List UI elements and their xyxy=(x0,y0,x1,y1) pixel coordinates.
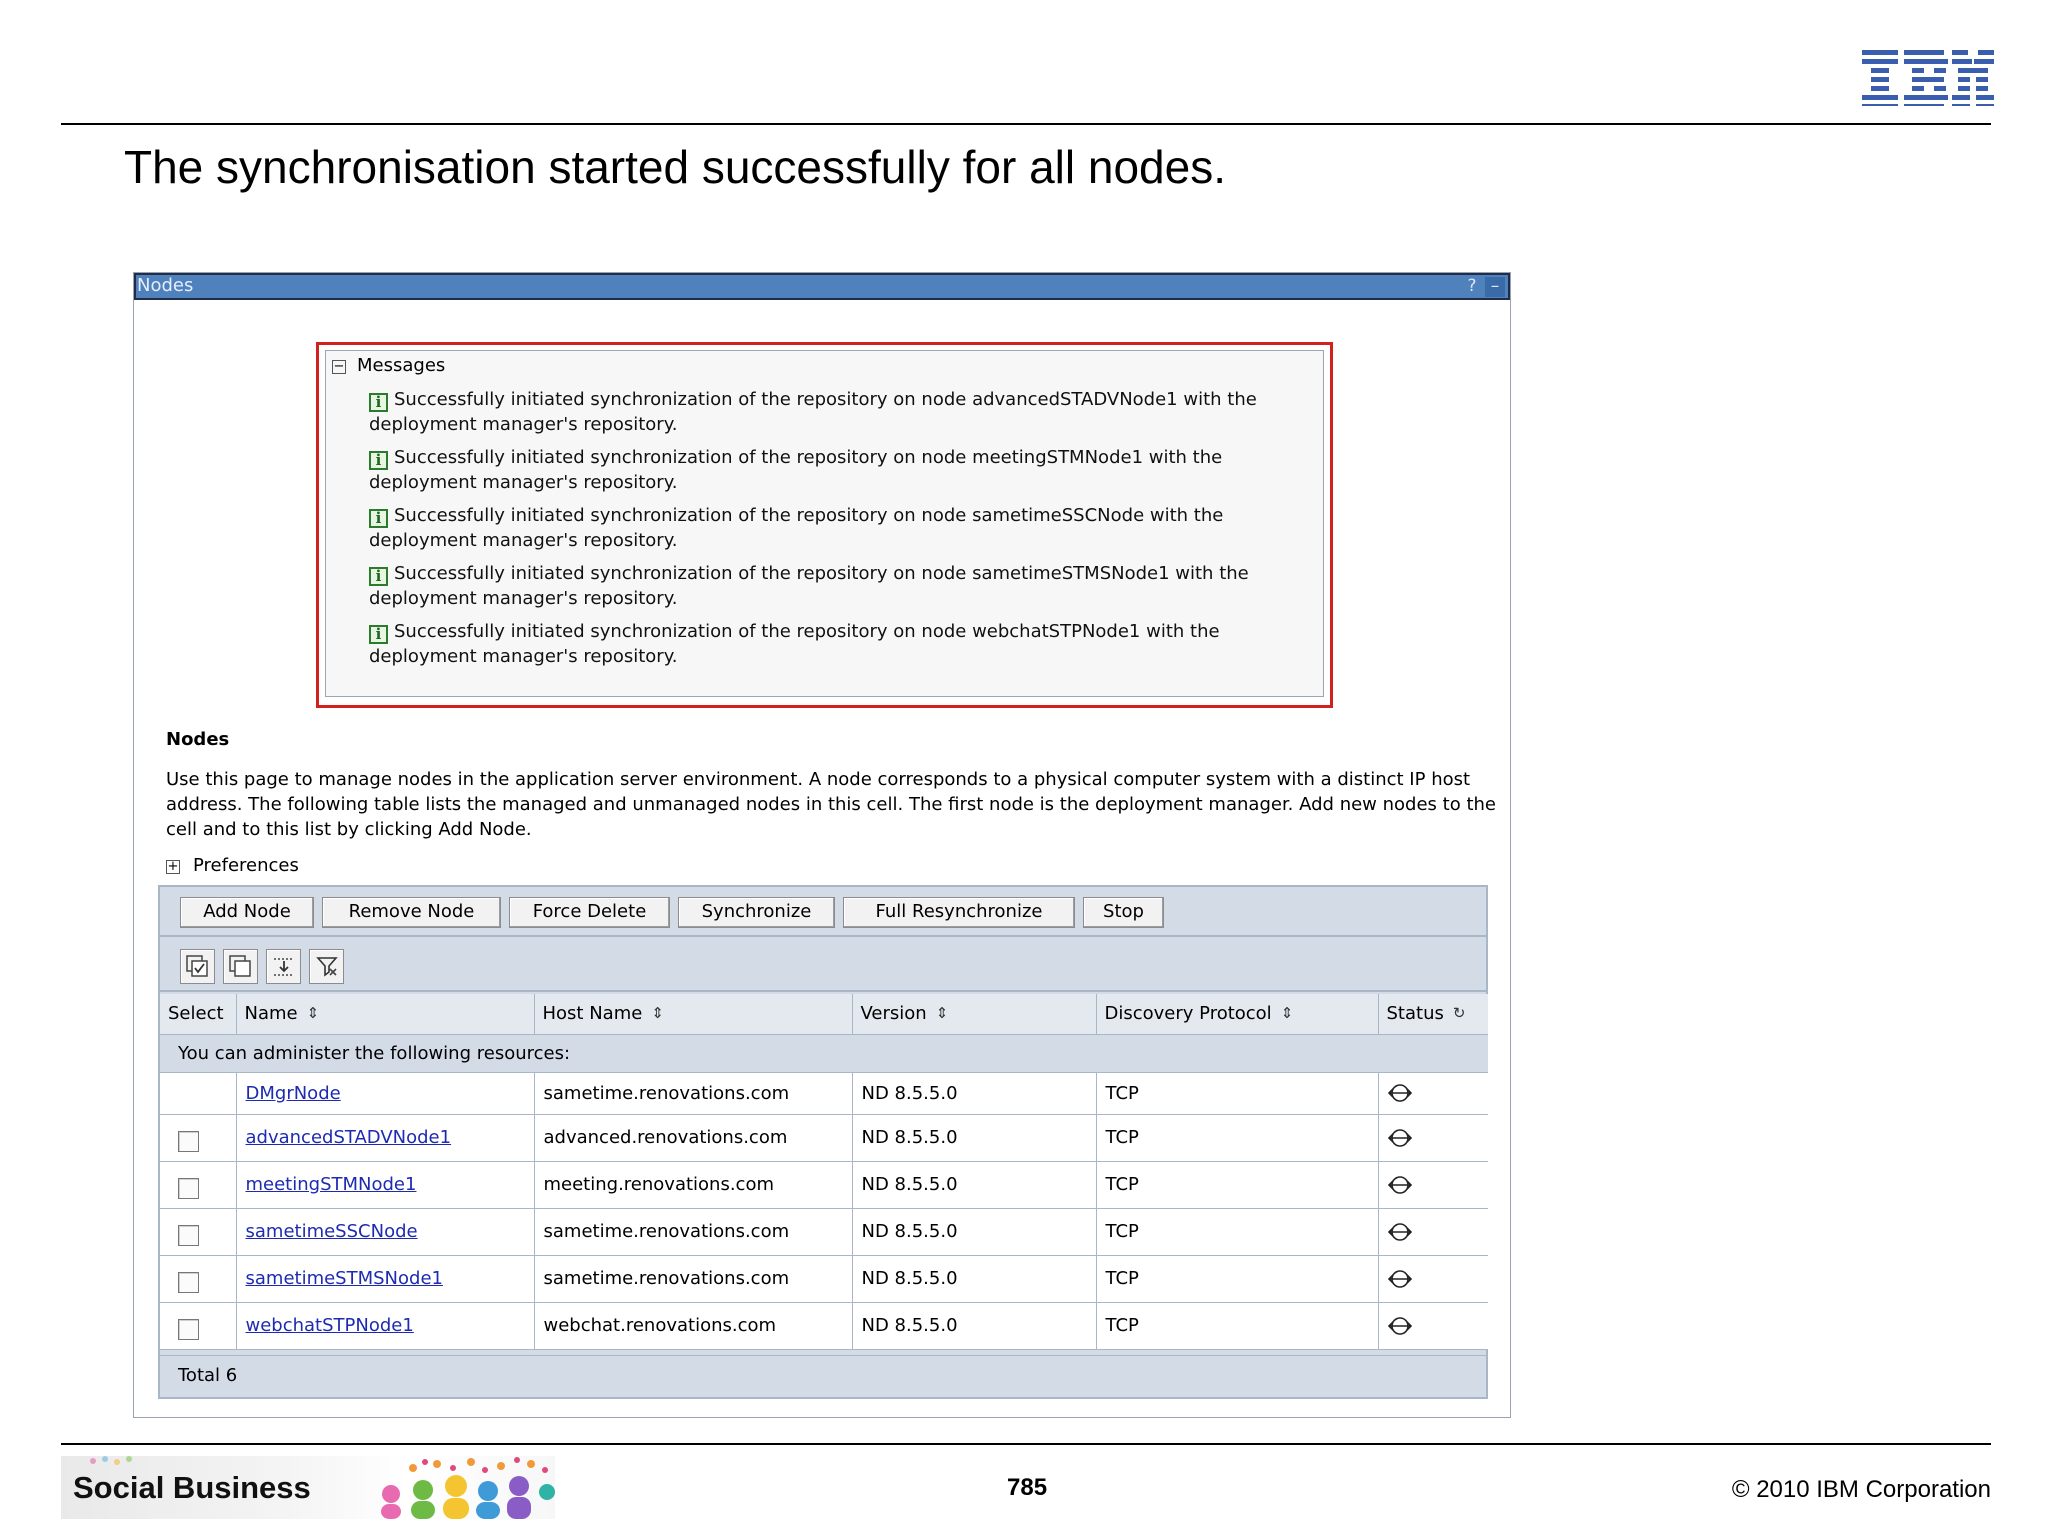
synchronized-icon xyxy=(1388,1127,1412,1149)
version-cell: ND 8.5.5.0 xyxy=(852,1208,1096,1255)
table-info-row xyxy=(160,1034,1488,1072)
synchronized-icon xyxy=(1388,1315,1412,1337)
panel-titlebar xyxy=(134,273,1510,300)
host-cell: sametime.renovations.com xyxy=(534,1072,852,1114)
status-cell xyxy=(1378,1255,1488,1302)
protocol-cell: TCP xyxy=(1096,1161,1378,1208)
synchronized-icon xyxy=(1388,1268,1412,1290)
messages-header[interactable] xyxy=(332,355,445,376)
version-cell: ND 8.5.5.0 xyxy=(852,1302,1096,1349)
sort-icon[interactable]: ⇕ xyxy=(651,1004,664,1023)
column-header-protocol[interactable]: Discovery Protocol ⇕ xyxy=(1096,994,1378,1034)
protocol-cell: TCP xyxy=(1096,1114,1378,1161)
sort-icon[interactable]: ⇕ xyxy=(306,1004,320,1023)
protocol-cell: TCP xyxy=(1096,1072,1378,1114)
button-bar xyxy=(160,887,1486,937)
select-cell xyxy=(160,1114,236,1161)
page-number: 785 xyxy=(1007,1474,1048,1501)
select-cell xyxy=(160,1255,236,1302)
synchronized-icon xyxy=(1388,1082,1412,1104)
force-delete-button[interactable]: Force Delete xyxy=(509,897,670,928)
table-row xyxy=(160,1302,1488,1349)
synchronized-icon xyxy=(1388,1174,1412,1196)
protocol-cell: TCP xyxy=(1096,1255,1378,1302)
column-header-name[interactable]: Name ⇕ xyxy=(236,994,534,1034)
status-cell xyxy=(1378,1208,1488,1255)
synchronized-icon xyxy=(1388,1221,1412,1243)
section-description: Use this page to manage nodes in the application server environment. A node corresponds to a physical computer system with a distinct IP host address. The following table lists the managed and unmanaged nodes in this cell. The first node is the deployment manager. Add new nodes to the cell and to this list by clicking Add Node. xyxy=(166,769,1496,840)
slide-title: The synchronisation started successfully for all nodes. xyxy=(124,141,1226,193)
protocol-cell: TCP xyxy=(1096,1302,1378,1349)
table-row xyxy=(160,1208,1488,1255)
row-checkbox[interactable] xyxy=(178,1319,199,1340)
row-checkbox[interactable] xyxy=(178,1272,199,1293)
panel-title: Nodes xyxy=(137,275,194,296)
stop-button[interactable]: Stop xyxy=(1083,897,1164,928)
message-item: i Successfully initiated synchronization of the repository on node advancedSTADVNode1 with the deployment manager's repository. xyxy=(369,389,1257,435)
host-cell: sametime.renovations.com xyxy=(534,1208,852,1255)
host-cell: sametime.renovations.com xyxy=(534,1255,852,1302)
table-row xyxy=(160,1072,1488,1114)
info-icon: i xyxy=(369,393,388,412)
row-checkbox[interactable] xyxy=(178,1131,199,1152)
table-header-row xyxy=(160,994,1488,1034)
table-info-text: You can administer the following resources: xyxy=(160,1034,1488,1072)
version-cell: ND 8.5.5.0 xyxy=(852,1161,1096,1208)
sort-icon[interactable]: ⇕ xyxy=(935,1004,949,1023)
copyright: © 2010 IBM Corporation xyxy=(1731,1476,1991,1503)
message-item: i Successfully initiated synchronization of the repository on node sametimeSSCNode with the deployment manager's repository. xyxy=(369,505,1224,551)
info-icon: i xyxy=(369,451,388,470)
column-header-status[interactable]: Status ↻ xyxy=(1378,994,1488,1034)
section-title: Nodes xyxy=(166,729,230,750)
deselect-all-icon[interactable] xyxy=(223,949,258,984)
show-filter-icon[interactable] xyxy=(266,949,301,984)
message-item: i Successfully initiated synchronization of the repository on node meetingSTMNode1 with the deployment manager's repository. xyxy=(369,447,1223,493)
expand-icon[interactable]: + xyxy=(167,859,179,874)
select-cell xyxy=(160,1302,236,1349)
full-resynchronize-button[interactable]: Full Resynchronize xyxy=(843,897,1075,928)
node-link[interactable]: DMgrNode xyxy=(245,1082,341,1104)
select-cell xyxy=(160,1072,236,1114)
collapse-icon[interactable]: − xyxy=(333,359,345,374)
host-cell: advanced.renovations.com xyxy=(534,1114,852,1161)
protocol-cell: TCP xyxy=(1096,1208,1378,1255)
table-row xyxy=(160,1255,1488,1302)
row-checkbox[interactable] xyxy=(178,1178,199,1199)
preferences-toggle[interactable] xyxy=(166,855,299,876)
info-icon: i xyxy=(369,567,388,586)
message-item: i Successfully initiated synchronization of the repository on node webchatSTPNode1 with the deployment manager's repository. xyxy=(369,621,1220,667)
node-link[interactable]: sametimeSTMSNode1 xyxy=(245,1268,443,1289)
select-cell xyxy=(160,1161,236,1208)
nodes-table xyxy=(160,994,1488,1350)
table-row xyxy=(160,1114,1488,1161)
node-link[interactable]: advancedSTADVNode1 xyxy=(245,1127,452,1148)
remove-node-button[interactable]: Remove Node xyxy=(322,897,501,928)
status-cell xyxy=(1378,1161,1488,1208)
message-item: i Successfully initiated synchronization of the repository on node sametimeSTMSNode1 with the deployment manager's repository. xyxy=(369,563,1249,609)
sort-icon[interactable]: ⇕ xyxy=(1280,1004,1294,1023)
footer-brand: Social Business xyxy=(73,1470,311,1505)
host-cell: webchat.renovations.com xyxy=(534,1302,852,1349)
column-header-version[interactable]: Version ⇕ xyxy=(852,994,1096,1034)
messages-box xyxy=(325,350,1324,697)
node-link[interactable]: meetingSTMNode1 xyxy=(245,1174,417,1195)
clear-filter-icon[interactable] xyxy=(309,949,344,984)
column-header-host[interactable]: Host Name ⇕ xyxy=(534,994,852,1034)
select-cell xyxy=(160,1208,236,1255)
minimize-icon[interactable]: – xyxy=(1485,277,1505,297)
node-link[interactable]: sametimeSSCNode xyxy=(245,1221,418,1242)
footer-divider xyxy=(61,1443,1991,1445)
host-cell: meeting.renovations.com xyxy=(534,1161,852,1208)
synchronize-button[interactable]: Synchronize xyxy=(678,897,835,928)
refresh-icon[interactable]: ↻ xyxy=(1452,1004,1466,1023)
status-cell xyxy=(1378,1072,1488,1114)
help-icon[interactable]: ? xyxy=(1467,276,1477,296)
row-checkbox[interactable] xyxy=(178,1225,199,1246)
version-cell: ND 8.5.5.0 xyxy=(852,1114,1096,1161)
info-icon: i xyxy=(369,509,388,528)
status-cell xyxy=(1378,1302,1488,1349)
table-row xyxy=(160,1161,1488,1208)
preferences-label: Preferences xyxy=(193,855,299,876)
social-business-banner xyxy=(61,1456,555,1519)
column-header-select: Select xyxy=(160,994,236,1034)
select-all-icon[interactable] xyxy=(180,949,215,984)
info-icon: i xyxy=(369,625,388,644)
table-total: Total 6 xyxy=(160,1355,1486,1397)
add-node-button[interactable]: Add Node xyxy=(180,897,314,928)
node-link[interactable]: webchatSTPNode1 xyxy=(245,1315,414,1336)
messages-highlight xyxy=(316,342,1333,708)
messages-header-label: Messages xyxy=(357,355,446,376)
version-cell: ND 8.5.5.0 xyxy=(852,1255,1096,1302)
nodes-collection xyxy=(158,885,1488,1399)
status-cell xyxy=(1378,1114,1488,1161)
version-cell: ND 8.5.5.0 xyxy=(852,1072,1096,1114)
header-divider xyxy=(61,123,1991,125)
table-toolbar xyxy=(160,939,1486,992)
nodes-panel xyxy=(133,272,1511,1418)
ibm-logo xyxy=(1862,50,1994,106)
